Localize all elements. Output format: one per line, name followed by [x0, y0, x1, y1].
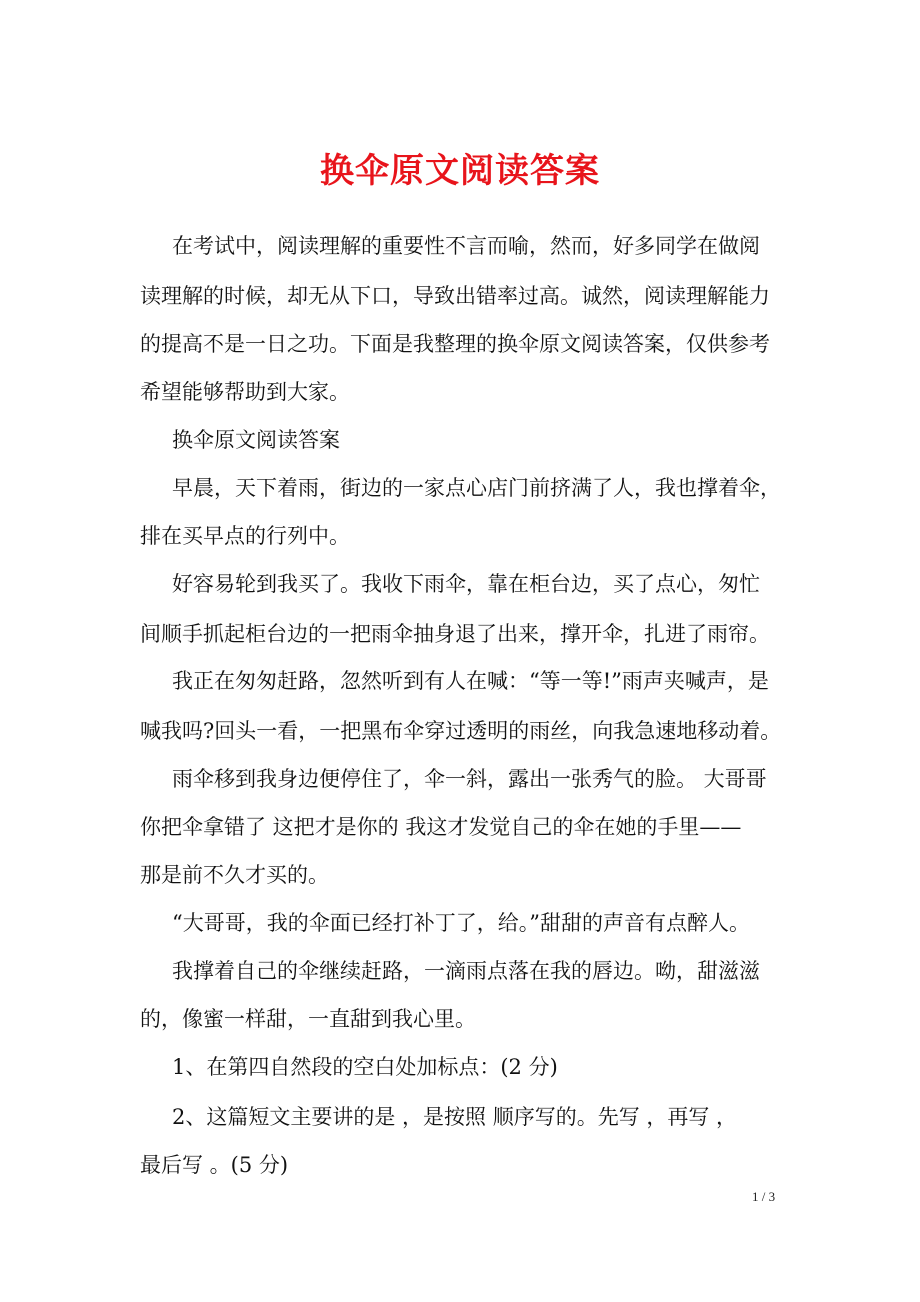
- paragraph-line: 的，像蜜一样甜，一直甜到我心里。: [140, 1007, 476, 1031]
- paragraph-line: 我撑着自己的伞继续赶路，一滴雨点落在我的唇边。呦，甜滋滋: [172, 959, 760, 983]
- paragraph-line: 早晨，天下着雨，街边的一家点心店门前挤满了人，我也撑着伞，: [172, 476, 781, 500]
- page-number: 1 / 3: [752, 1189, 776, 1204]
- paragraph-line: 的提高不是一日之功。下面是我整理的换伞原文阅读答案，仅供参考: [140, 332, 770, 356]
- paragraph-line: 我正在匆匆赶路，忽然听到有人在喊：“等一等!”雨声夹喊声，是: [172, 669, 769, 693]
- paragraph-line: 排在买早点的行列中。: [140, 524, 350, 548]
- paragraph-line: 在考试中，阅读理解的重要性不言而喻，然而，好多同学在做阅: [172, 234, 760, 258]
- paragraph-line: 喊我吗?回头一看，一把黑布伞穿过透明的雨丝，向我急速地移动着。: [140, 719, 782, 743]
- paragraph-line: 那是前不久才买的。: [140, 863, 329, 887]
- question-line: 2、这篇短文主要讲的是 ，是按照 顺序写的。先写 ，再写 ，: [172, 1105, 738, 1129]
- document-title: 换伞原文阅读答案: [320, 151, 600, 191]
- section-heading: 换伞原文阅读答案: [172, 428, 340, 452]
- question-line: 最后写 。(5 分): [140, 1153, 289, 1177]
- paragraph-line: 好容易轮到我买了。我收下雨伞，靠在柜台边，买了点心，匆忙: [172, 572, 760, 596]
- paragraph-line: 读理解的时候，却无从下口，导致出错率过高。诚然，阅读理解能力: [140, 284, 770, 308]
- paragraph-line: 间顺手抓起柜台边的一把雨伞抽身退了出来，撑开伞，扎进了雨帘。: [140, 622, 770, 646]
- question-line: 1、在第四自然段的空白处加标点：(2 分): [172, 1055, 558, 1079]
- paragraph-line: “大哥哥，我的伞面已经打补丁了，给。”甜甜的声音有点醉人。: [172, 911, 750, 935]
- paragraph-line: 雨伞移到我身边便停住了，伞一斜，露出一张秀气的脸。 大哥哥: [172, 767, 767, 791]
- paragraph-line: 希望能够帮助到大家。: [140, 380, 350, 404]
- paragraph-line: 你把伞拿错了 这把才是你的 我这才发觉自己的伞在她的手里——: [140, 815, 742, 839]
